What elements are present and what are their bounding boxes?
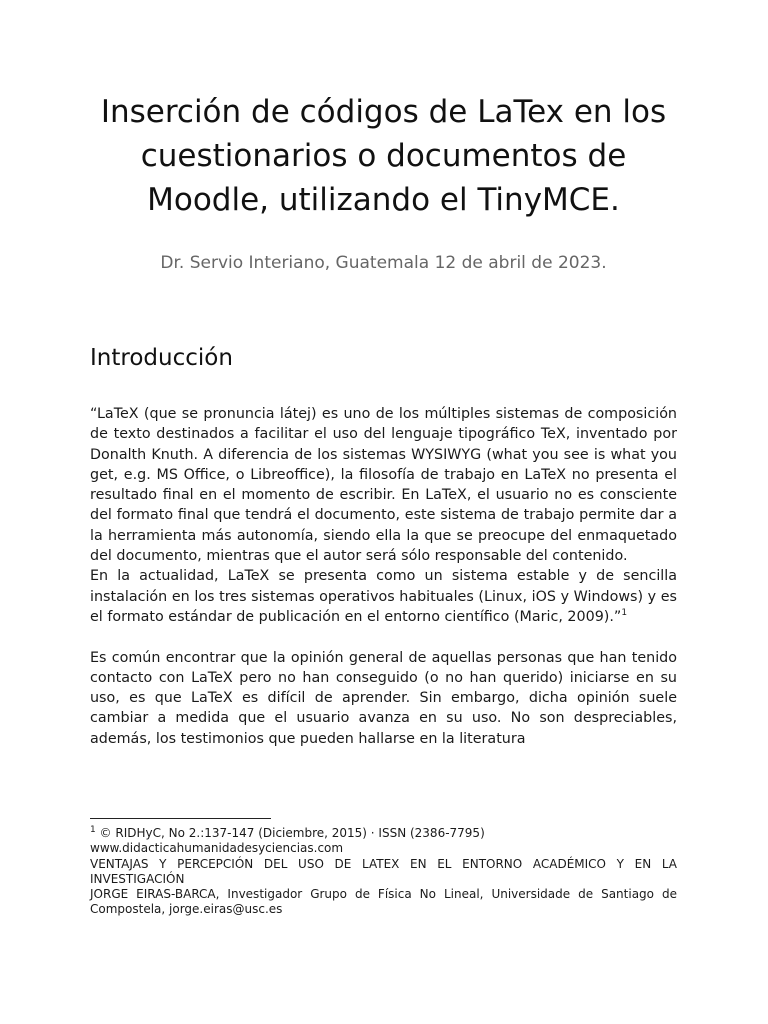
paragraph-3: Es común encontrar que la opinión general de aquellas personas que han tenido contacto con LaTeX pero no han conseguido (o no han querido) iniciarse en su uso, es que LaTeX es difícil de aprender. Sin embargo, dicha opinión suele cambiar a medida que el usuario avanza en su uso. No son despreciables, además, los testimonios que pueden hallarse en la literatura	[90, 649, 677, 747]
document-subtitle: Dr. Servio Interiano, Guatemala 12 de abril de 2023.	[160, 253, 607, 273]
footnote-website[interactable]: www.didacticahumanidadesyciencias.com	[90, 841, 344, 856]
footnote-author: JORGE EIRAS-BARCA, Investigador Grupo de Física No Lineal, Universidade de Santiago de Compostela, jorge.eiras@usc.es	[90, 887, 677, 917]
footnote-citation: © RIDHyC, No 2.:137-147 (Diciembre, 2015) · ISSN (2386-7795)	[95, 826, 485, 840]
section-heading-introduccion: Introducción	[90, 345, 233, 371]
footnote-reference[interactable]: 1	[621, 608, 628, 619]
footnote-separator	[90, 818, 271, 819]
paragraph-2	[90, 566, 677, 627]
footnote-marker: 1	[90, 825, 96, 835]
paragraph-2-text: En la actualidad, LaTeX se presenta como un sistema estable y de sencilla instalación en los tres sistemas operativos habituales (Linux, iOS y Windows) y es el formato estándar de publicación en el entorno científico (Maric, 2009).”	[90, 568, 677, 625]
body-text	[90, 404, 677, 749]
document-title: Inserción de códigos de LaTex en los cuestionarios o documentos de Moodle, utilizando el TinyMCE.	[100, 94, 667, 218]
paragraph-1: “LaTeX (que se pronuncia látej) es uno de los múltiples sistemas de composición de texto destinados a facilitar el uso del lenguaje tipográfico TeX, inventado por Donalth Knuth. A diferencia de los sistemas WYSIWYG (what you see is what you get, e.g. MS Office, o Libreoffice), la filosofía de trabajo en LaTeX no presenta el resultado final en el momento de escribir. En LaTeX, el usuario no es consciente del formato final que tendrá el documento, este sistema de trabajo permite dar a la herramienta más autonomía, siendo ella la que se preocupe del enmaquetado del documento, mientras que el autor será sólo responsable del contenido.	[90, 406, 677, 565]
footnote-article-title: VENTAJAS Y PERCEPCIÓN DEL USO DE LATEX EN EL ENTORNO ACADÉMICO Y EN LA INVESTIGACIÓN	[90, 856, 677, 886]
footnote	[90, 826, 677, 918]
footnote-line-1	[90, 826, 677, 841]
